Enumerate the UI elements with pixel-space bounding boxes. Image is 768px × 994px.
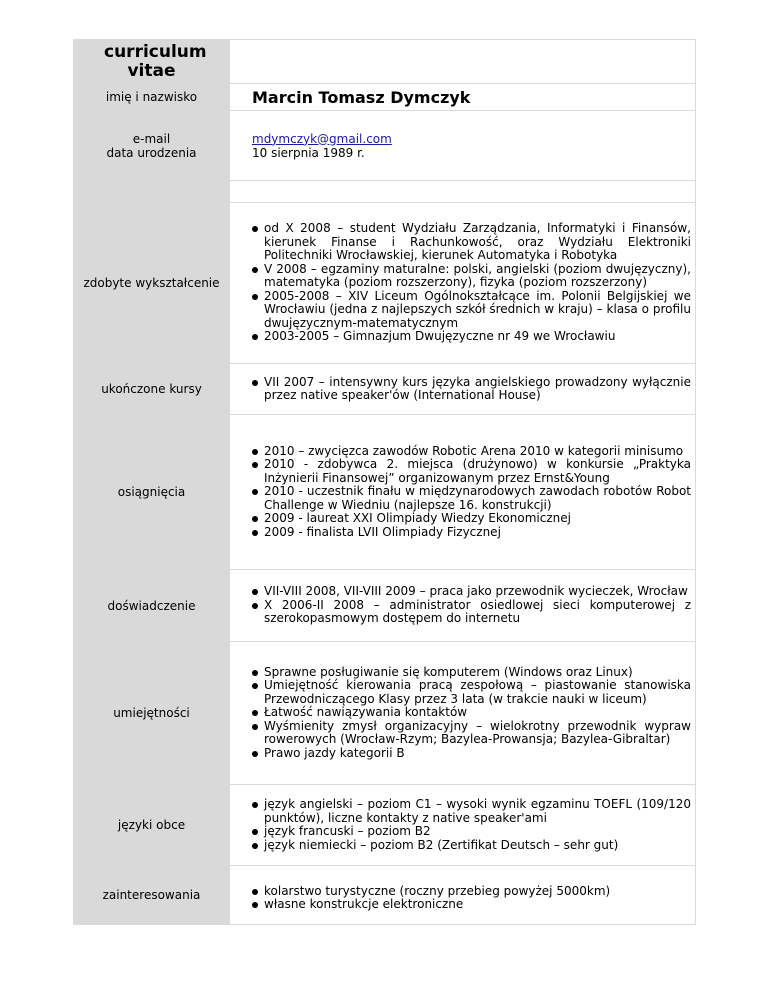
section-row <box>74 866 696 925</box>
section-list <box>252 445 691 540</box>
section-label: doświadczenie <box>74 570 230 642</box>
section-label: umiejętności <box>74 642 230 785</box>
list-item: 2009 - laureat XXI Olimpiady Wiedzy Ekonomicznej <box>252 512 691 526</box>
list-item: język niemiecki – poziom B2 (Zertifikat Deutsch – sehr gut) <box>252 839 691 853</box>
title-blank-cell <box>230 40 696 84</box>
birth-date: 10 sierpnia 1989 r. <box>252 145 365 160</box>
section-list <box>252 666 691 761</box>
list-item: VII-VIII 2008, VII-VIII 2009 – praca jako przewodnik wycieczek, Wrocław <box>252 585 691 599</box>
name-row <box>74 84 696 111</box>
full-name: Marcin Tomasz Dymczyk <box>252 87 471 107</box>
section-row <box>74 203 696 364</box>
section-row <box>74 642 696 785</box>
section-row <box>74 570 696 642</box>
list-item: Umiejętność kierowania pracą zespołową – piastowanie stanowiska Przewodniczącego Klasy przez 3 lata (w trakcie nauki w liceum) <box>252 679 691 706</box>
section-row <box>74 415 696 570</box>
section-row <box>74 785 696 866</box>
list-item: od X 2008 – student Wydziału Zarządzania, Informatyki i Finansów, kierunek Finanse i Rachunkowość, oraz Wydziału Elektroniki Politechniki Wrocławskiej, kierunek Automatyka i Robotyka <box>252 222 691 263</box>
section-list <box>252 879 691 912</box>
list-item: 2010 - zdobywca 2. miejsca (drużynowo) w konkursie „Praktyka Inżynierii Finansowej” organizowanym przez Ernst&Young <box>252 458 691 485</box>
sections <box>74 203 696 925</box>
list-item: 2009 - finalista LVII Olimpiady Fizycznej <box>252 526 691 540</box>
list-item: język francuski – poziom B2 <box>252 825 691 839</box>
section-list <box>252 585 691 626</box>
section-list <box>252 798 691 852</box>
list-item: własne konstrukcje elektroniczne <box>252 898 691 912</box>
list-item: 2010 – zwycięzca zawodów Robotic Arena 2010 w kategorii minisumo <box>252 445 691 459</box>
list-item: 2010 - uczestnik finału w międzynarodowych zawodach robotów Robot Challenge w Wiedniu (najlepsze 16. konstrukcji) <box>252 485 691 512</box>
list-item: 2005-2008 – XIV Liceum Ogólnokształcące im. Polonii Belgijskiej we Wrocławiu (jedna z najlepszych szkół średnich w kraju) – klasa o profilu dwujęzycznym-matematycznym <box>252 290 691 331</box>
section-label: ukończone kursy <box>74 364 230 415</box>
birth-date-label: data urodzenia <box>106 145 197 160</box>
section-label: języki obce <box>74 785 230 866</box>
section-list <box>252 376 691 403</box>
title-row <box>74 40 696 84</box>
list-item: 2003-2005 – Gimnazjum Dwujęzyczne nr 49 we Wrocławiu <box>252 330 691 344</box>
list-item: Prawo jazdy kategorii B <box>252 747 691 761</box>
spacer-row <box>74 181 696 203</box>
contact-labels <box>74 111 230 181</box>
list-item: V 2008 – egzaminy maturalne: polski, angielski (poziom dwujęzyczny), matematyka (poziom rozszerzony), fizyka (poziom rozszerzony) <box>252 263 691 290</box>
section-label: osiągnięcia <box>74 415 230 570</box>
section-label: zdobyte wykształcenie <box>74 203 230 364</box>
cv-title-cell <box>74 40 230 84</box>
section-row <box>74 364 696 415</box>
name-label: imię i nazwisko <box>74 84 230 111</box>
list-item: Łatwość nawiązywania kontaktów <box>252 706 691 720</box>
list-item: kolarstwo turystyczne (roczny przebieg powyżej 5000km) <box>252 885 691 899</box>
list-item: Sprawne posługiwanie się komputerem (Windows oraz Linux) <box>252 666 691 680</box>
list-item: Wyśmienity zmysł organizacyjny – wielokrotny przewodnik wypraw rowerowych (Wrocław-Rzym; Bazylea-Prowansja; Bazylea-Gibraltar) <box>252 720 691 747</box>
email-label: e-mail <box>132 131 171 146</box>
cv-title: curriculum vitae <box>104 41 207 81</box>
list-item: język angielski – poziom C1 – wysoki wynik egzaminu TOEFL (109/120 punktów), liczne kontakty z native speaker'ami <box>252 798 691 825</box>
section-label: zainteresowania <box>74 866 230 925</box>
email-link[interactable]: mdymczyk@gmail.com <box>252 131 392 146</box>
contact-row <box>74 111 696 181</box>
list-item: X 2006-II 2008 – administrator osiedlowej sieci komputerowej z szerokopasmowym dostępem do internetu <box>252 599 691 626</box>
cv-table <box>73 39 696 925</box>
list-item: VII 2007 – intensywny kurs języka angielskiego prowadzony wyłącznie przez native speaker'ów (International House) <box>252 376 691 403</box>
section-list <box>252 222 691 344</box>
